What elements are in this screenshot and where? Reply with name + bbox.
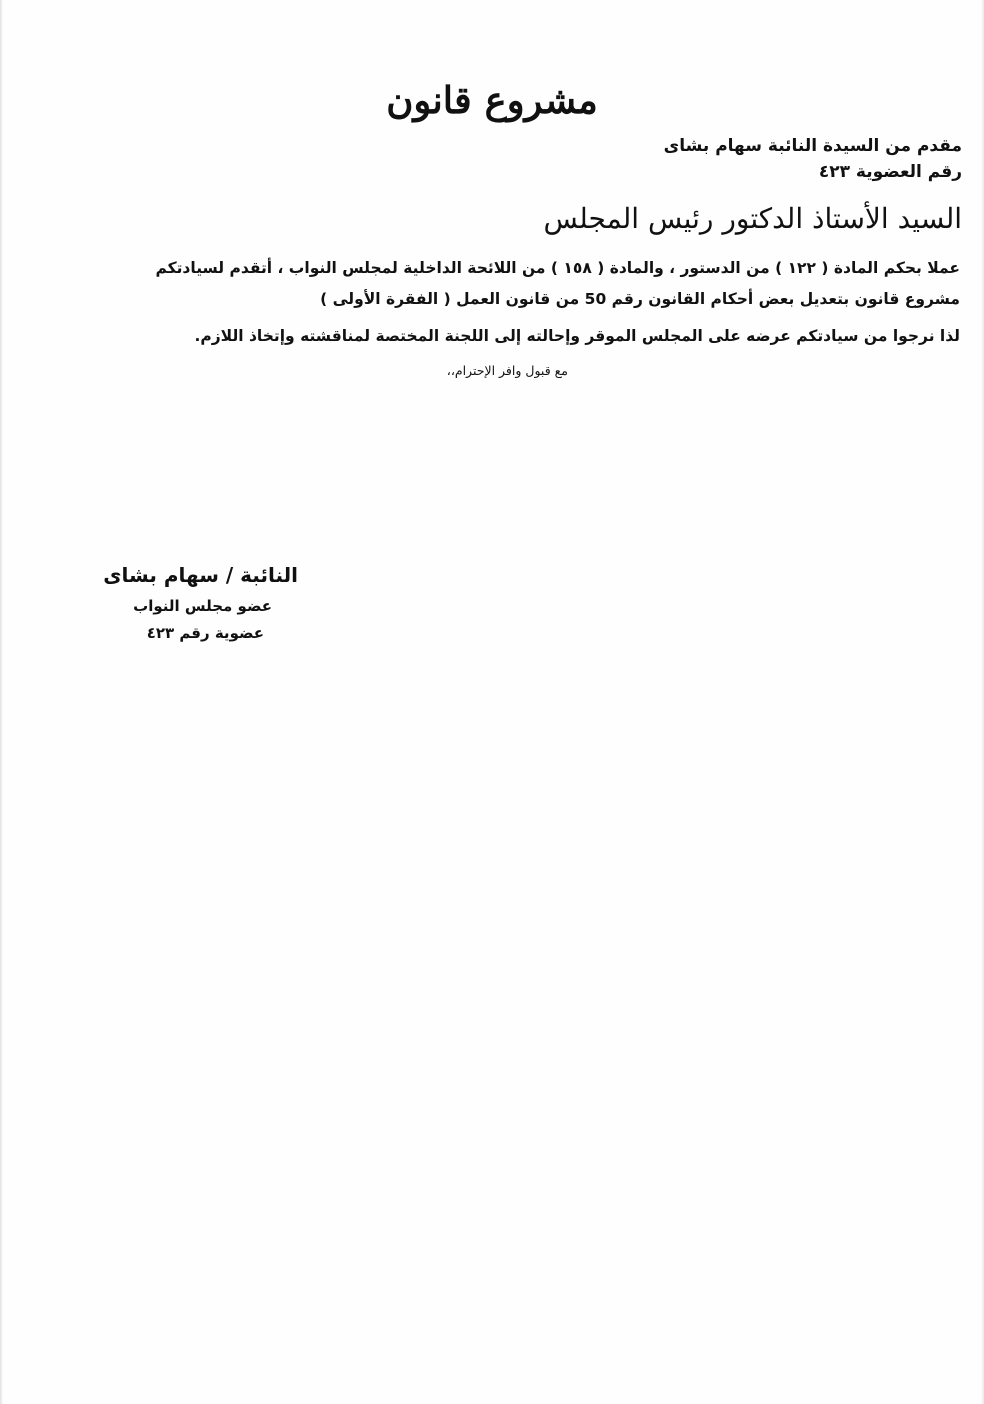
scan-edge-left xyxy=(0,0,3,1404)
signature-role: عضو مجلس النواب xyxy=(133,597,272,615)
closing-line: مع قبول وافر الإحترام،، xyxy=(446,363,568,378)
signature-name: النائبة / سهام بشاى xyxy=(103,563,298,587)
submitted-by: مقدم من السيدة النائبة سهام بشاى xyxy=(663,136,962,156)
body-line-3: لذا نرجوا من سيادتكم عرضه على المجلس الموقر وإحالته إلى اللجنة المختصة لمناقشته وإتخاذ اللازم. xyxy=(194,327,960,345)
salutation: السيد الأستاذ الدكتور رئيس المجلس xyxy=(543,202,962,235)
document-title: مشروع قانون xyxy=(386,78,598,122)
body-line-1: عملا بحكم المادة ( ١٢٢ ) من الدستور ، والمادة ( ١٥٨ ) من اللائحة الداخلية لمجلس النواب ، أتقدم لسيادتكم xyxy=(155,259,960,277)
signature-membership: عضوية رقم ٤٢٣ xyxy=(146,624,264,642)
membership-number: رقم العضوية ٤٢٣ xyxy=(818,162,962,182)
body-line-2: مشروع قانون بتعديل بعض أحكام القانون رقم 50 من قانون العمل ( الفقرة الأولى ) xyxy=(320,290,960,308)
